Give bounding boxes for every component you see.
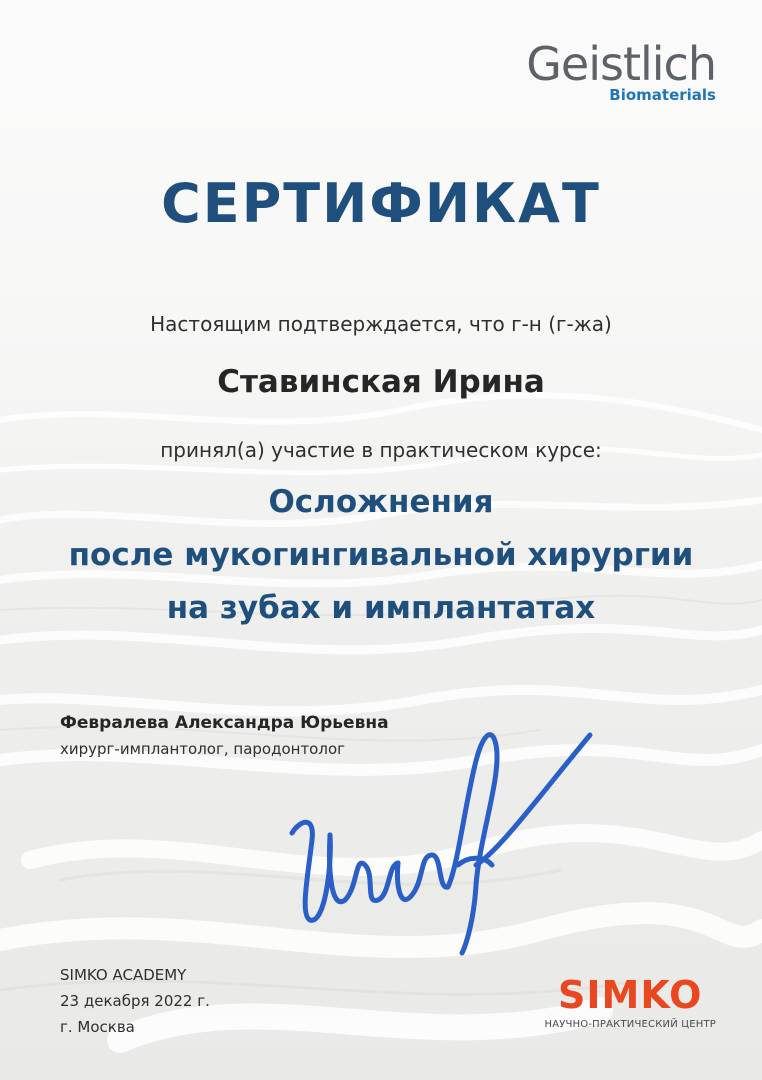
issuer-organization: SIMKO ACADEMY <box>60 966 187 984</box>
issuer-block <box>60 962 210 1040</box>
geistlich-logo-wordmark: Geistlich <box>526 37 716 91</box>
handwritten-signature <box>270 715 610 960</box>
certificate-intro-text: Настоящим подтверждается, что г-н (г-жа) <box>150 312 612 336</box>
issue-city: г. Москва <box>60 1018 135 1036</box>
simko-logo-wordmark: SIMKO <box>558 973 703 1017</box>
course-title-line: на зубах и имплантатах <box>166 590 596 626</box>
issue-date: 23 декабря 2022 г. <box>60 992 210 1010</box>
course-title-line: после мукогингивальной хирургии <box>68 537 694 573</box>
course-title-line: Осложнения <box>268 484 494 520</box>
instructor-role: хирург-имплантолог, пародонтолог <box>60 740 346 758</box>
simko-logo-subtitle: НАУЧНО-ПРАКТИЧЕСКИЙ ЦЕНТР <box>544 1019 716 1030</box>
recipient-name: Ставинская Ирина <box>217 364 545 400</box>
course-title <box>0 476 762 635</box>
instructor-name: Февралева Александра Юрьевна <box>60 713 389 733</box>
certificate-title: СЕРТИФИКАТ <box>161 172 601 235</box>
geistlich-logo-subtitle: Biomaterials <box>609 86 716 104</box>
participation-text: принял(а) участие в практическом курсе: <box>160 438 602 462</box>
geistlich-logo <box>526 38 716 104</box>
simko-logo <box>544 975 716 1030</box>
